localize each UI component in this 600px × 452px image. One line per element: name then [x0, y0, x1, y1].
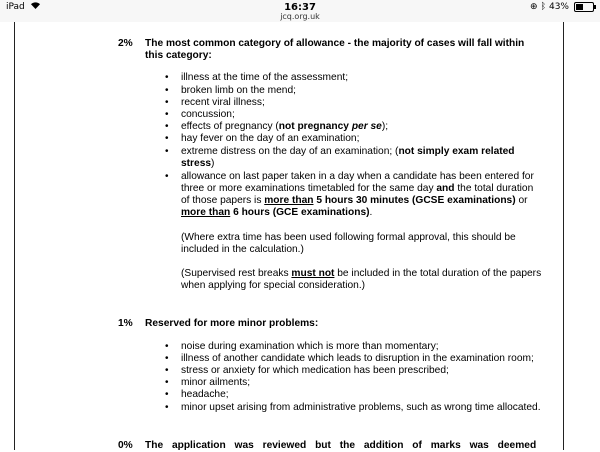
section-2-percent: 2%	[118, 38, 133, 49]
bullet-icon: •	[165, 171, 169, 182]
section-1-heading: Reserved for more minor problems:	[145, 318, 319, 329]
battery-percent: 43%	[548, 2, 569, 12]
list-item: illness of another candidate which leads to disruption in the examination room;	[181, 353, 534, 364]
item-emphasis: 6 hours (GCE examinations)	[230, 207, 370, 218]
battery-fill	[576, 4, 583, 10]
item-text: );	[381, 121, 389, 132]
list-item: minor ailments;	[181, 377, 251, 388]
item-underlined: more than	[264, 195, 314, 206]
item-text: (Supervised rest breaks	[181, 268, 292, 279]
item-text: be included in the total duration of the papers	[334, 268, 542, 279]
list-item	[181, 121, 388, 133]
item-text: extreme distress on the day of an examination; (	[181, 146, 399, 157]
note-text	[181, 268, 541, 280]
item-underlined: must not	[291, 268, 335, 279]
document-content	[14, 22, 562, 450]
item-underlined: more than	[181, 207, 231, 218]
section-2-heading: The most common category of allowance - the majority of cases will fall within	[145, 38, 525, 49]
section-1-percent: 1%	[118, 318, 133, 329]
bullet-icon: •	[165, 389, 169, 400]
bullet-icon: •	[165, 377, 169, 388]
list-item: broken limb on the mend;	[181, 85, 296, 96]
bullet-icon: •	[165, 109, 169, 120]
item-text: the total duration	[454, 183, 534, 194]
bullet-icon: •	[165, 402, 169, 413]
device-name: iPad	[6, 2, 25, 12]
bullet-icon: •	[165, 85, 169, 96]
list-item-cont	[181, 207, 372, 219]
note-text: (Where extra time has been used following formal approval, this should be	[181, 232, 516, 243]
item-text: effects of pregnancy (	[181, 121, 279, 132]
bluetooth-icon: ᛒ	[540, 2, 546, 12]
rotation-lock-icon: ⊕	[530, 2, 538, 12]
item-emphasis: stress	[181, 158, 212, 169]
bullet-icon: •	[165, 146, 169, 157]
item-text: )	[211, 158, 215, 169]
item-text: or	[515, 195, 528, 206]
battery-icon	[574, 2, 594, 12]
list-item-cont	[181, 183, 533, 195]
bullet-icon: •	[165, 72, 169, 83]
note-text: included in the calculation.)	[181, 244, 304, 255]
bullet-icon: •	[165, 341, 169, 352]
bullet-icon: •	[165, 365, 169, 376]
section-0-heading: The application was reviewed but the addition of marks was deemed	[145, 440, 537, 451]
note-text: when applying for special consideration.)	[181, 280, 366, 291]
list-item: allowance on last paper taken in a day when a candidate has been entered for	[181, 171, 534, 182]
status-right	[530, 2, 594, 12]
item-italic: per se	[351, 121, 382, 132]
list-item: concussion;	[181, 109, 235, 120]
item-emphasis: 5 hours 30 minutes (GCSE examinations)	[313, 195, 516, 206]
list-item-cont	[181, 195, 528, 207]
status-bar	[0, 0, 600, 22]
item-text: of those papers is	[181, 195, 265, 206]
section-2-heading-cont: this category:	[145, 50, 212, 61]
bullet-icon: •	[165, 133, 169, 144]
item-emphasis: not simply exam related	[398, 146, 515, 157]
section-0-percent: 0%	[118, 440, 133, 451]
bullet-icon: •	[165, 121, 169, 132]
item-emphasis: and	[436, 183, 455, 194]
list-item: illness at the time of the assessment;	[181, 72, 349, 83]
item-text: .	[369, 207, 373, 218]
list-item: minor upset arising from administrative problems, such as wrong time allocated.	[181, 402, 541, 413]
bullet-icon: •	[165, 97, 169, 108]
bullet-icon: •	[165, 353, 169, 364]
list-item: stress or anxiety for which medication has been prescribed;	[181, 365, 449, 376]
list-item-cont	[181, 158, 214, 170]
item-emphasis: not pregnancy	[278, 121, 352, 132]
address-url[interactable]: jcq.org.uk	[280, 12, 320, 21]
list-item: noise during examination which is more than momentary;	[181, 341, 439, 352]
list-item: hay fever on the day of an examination;	[181, 133, 360, 144]
status-time: 16:37	[284, 2, 316, 13]
list-item	[181, 146, 541, 158]
item-text: three or more examinations timetabled for the same day	[181, 183, 437, 194]
list-item: headache;	[181, 389, 229, 400]
list-item: recent viral illness;	[181, 97, 265, 108]
